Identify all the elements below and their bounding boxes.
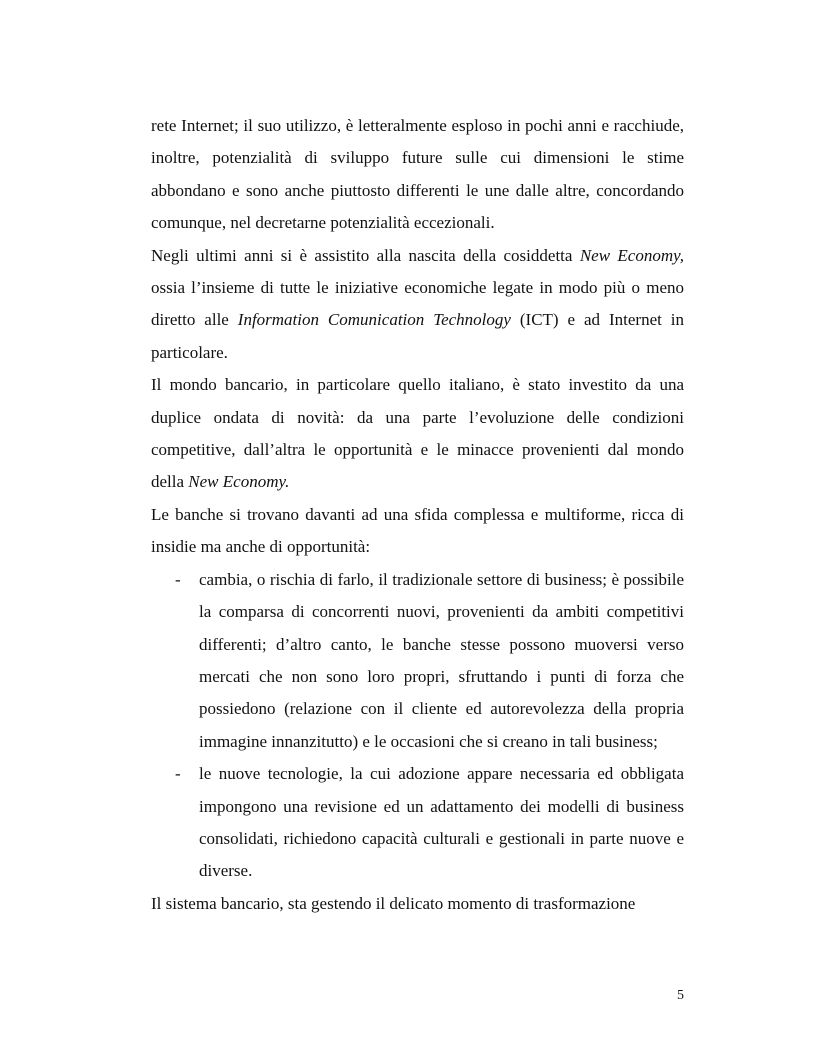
paragraph-internet: rete Internet; il suo utilizzo, è letteralmente esploso in pochi anni e racchiude, inoltre, potenzialità di sviluppo future sulle cui dimensioni le stime abbondano e sono anche piuttosto differenti le une dalle altre, concordando comunque, nel decretarne potenzialità eccezionali. xyxy=(151,116,684,233)
bullet-list xyxy=(151,564,684,888)
page-number: 5 xyxy=(677,988,684,1003)
new-economy-term: New Economy, xyxy=(579,245,684,265)
paragraph-banking-world xyxy=(151,369,684,499)
paragraph-new-economy-text-3: (ICT) e ad Internet in particolare. xyxy=(151,310,684,362)
bullet-item-technology xyxy=(151,758,684,888)
paragraph-new-economy-text-2: ossia l’insieme di tutte le iniziative economiche legate in modo più o meno diretto alle xyxy=(151,278,684,330)
paragraph-banking-system: Il sistema bancario, sta gestendo il delicato momento di trasformazione xyxy=(151,893,636,913)
bullet-marker: - xyxy=(175,764,181,784)
paragraph-new-economy xyxy=(151,240,684,370)
ict-term: Information Comunication Technology xyxy=(237,310,511,330)
paragraph-banking-world-text: Il mondo bancario, in particolare quello italiano, è stato investito da una duplice ondata di novità: da una parte l’evoluzione delle condizioni competitive, dall’altra le opportunità e le minacce provenienti dal mondo della xyxy=(151,375,684,492)
new-economy-term-2: New Economy. xyxy=(188,472,290,492)
paragraph-new-economy-text-1: Negli ultimi anni si è assistito alla nascita della cosiddetta xyxy=(151,245,580,265)
bullet-item-business xyxy=(151,564,684,758)
bullet-text: cambia, o rischia di farlo, il tradizionale settore di business; è possibile la comparsa di concorrenti nuovi, provenienti da ambiti competitivi differenti; d’altro canto, le banche stesse possono muoversi verso mercati che non sono loro propri, sfruttando i punti di forza che possiedono (relazione con il cliente ed autorevolezza della propria immagine innanzitutto) e le occasioni che si creano in tali business; xyxy=(199,569,684,751)
paragraph-challenge: Le banche si trovano davanti ad una sfida complessa e multiforme, ricca di insidie ma anche di opportunità: xyxy=(151,504,684,557)
bullet-marker: - xyxy=(175,569,181,589)
page-body xyxy=(151,110,684,920)
bullet-text: le nuove tecnologie, la cui adozione appare necessaria ed obbligata impongono una revisione ed un adattamento dei modelli di business consolidati, richiedono capacità culturali e gestionali in parte nuove e diverse. xyxy=(199,764,684,881)
